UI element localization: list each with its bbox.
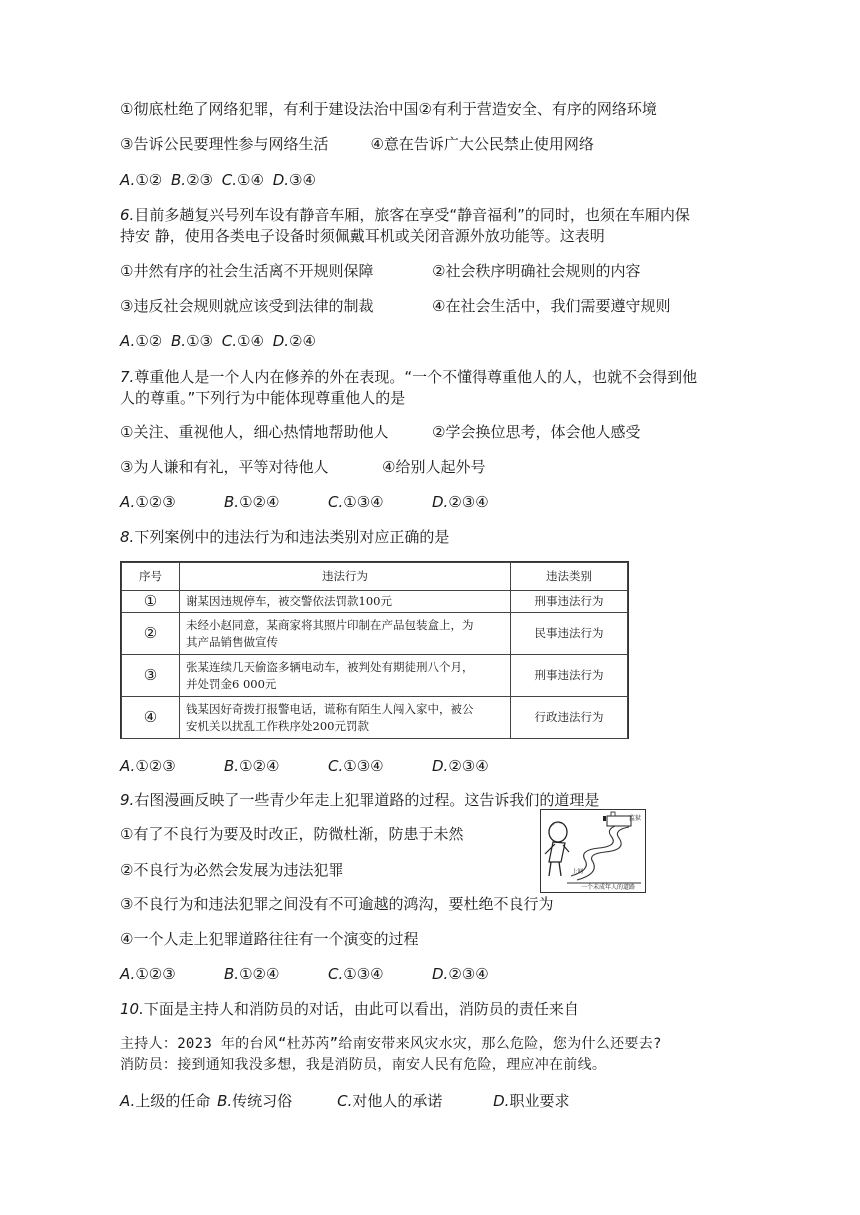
q10-dialog-firefighter: 消防员：接到通知我没多想，我是消防员，南安人民有危险，理应冲在前线。 [120,1057,607,1073]
table-cell-act: 谢某因违规停车，被交警依法罚款100元 [180,591,511,613]
q7-statements-row1 [120,422,640,442]
q6-statements-row1 [120,261,640,281]
q6-option-c[interactable]: C.①④ [221,332,264,350]
q7-stem-line2: 人的尊重。”下列行为中能体现尊重他人的是 [120,389,406,407]
q6-statement-1: ①井然有序的社会生活离不开规则保障 [120,262,374,280]
q10-stem: 10.下面是主持人和消防员的对话，由此可以看出，消防员的责任来自 [120,1000,579,1018]
table-cell-act: 未经小赵同意，某商家将其照片印制在产品包装盒上，为 其产品销售做宣传 [180,613,511,655]
q9-statement-1: ①有了不良行为要及时改正，防微杜渐，防患于未然 [120,825,464,843]
q7-option-c[interactable]: C.①③④ [328,493,384,511]
table-header-no: 序号 [122,563,180,591]
table-cell-no: ① [122,591,180,613]
q10-option-b[interactable]: B.传统习俗 [217,1092,293,1110]
table-cell-category: 刑事违法行为 [511,655,628,697]
table-header-act: 违法行为 [180,563,511,591]
q9-option-c[interactable]: C.①③④ [328,965,384,983]
q9-stem: 9.右图漫画反映了一些青少年走上犯罪道路的过程。这告诉我们的道理是 [120,791,600,809]
table-header-category: 违法类别 [511,563,628,591]
q9-option-a[interactable]: A.①②③ [120,965,176,983]
q6-statements-row2 [120,296,670,316]
q8-stem: 8.下列案例中的违法行为和违法类别对应正确的是 [120,528,450,546]
table-cell-act: 张某连续几天偷盗多辆电动车，被判处有期徒刑八个月， 并处罚金6 000元 [180,655,511,697]
table-cell-no: ② [122,613,180,655]
q10-option-d[interactable]: D.职业要求 [493,1092,570,1110]
q6-option-a[interactable]: A.①② [120,332,163,350]
q6-statement-4: ④在社会生活中，我们需要遵守规则 [432,297,671,315]
q8-option-c[interactable]: C.①③④ [328,757,384,775]
table-cell-category: 民事违法行为 [511,613,628,655]
q9-statement-3: ③不良行为和违法犯罪之间没有不可逾越的鸿沟，要杜绝不良行为 [120,895,554,913]
table-row [122,591,628,613]
q9-statement-4: ④一个人走上犯罪道路往往有一个演变的过程 [120,930,419,948]
q6-option-d[interactable]: D.②④ [272,332,316,350]
q9-statement-2: ②不良行为必然会发展为违法犯罪 [120,861,344,879]
q7-option-b[interactable]: B.①②④ [224,493,280,511]
table-cell-no: ③ [122,655,180,697]
q7-stem-line1: 7.尊重他人是一个人内在修养的外在表现。“一个不懂得尊重他人的人，也就不会得到他 [120,368,698,386]
q8-option-a[interactable]: A.①②③ [120,757,176,775]
q8-option-b[interactable]: B.①②④ [224,757,280,775]
q8-option-d[interactable]: D.②③④ [432,757,489,775]
q6-statement-2: ②社会秩序明确社会规则的内容 [432,262,641,280]
q6-options [120,331,316,351]
q5-statement-4: ④意在告诉广大公民禁止使用网络 [370,135,594,153]
q9-option-d[interactable]: D.②③④ [432,965,489,983]
q10-dialog-host: 主持人：2023 年的台风“杜苏芮”给南安带来风灾水灾，那么危险，您为什么还要去? [120,1036,662,1052]
table-row [122,655,628,697]
q7-statement-4: ④给别人起外号 [382,458,486,476]
table-row [122,697,628,739]
q10-option-a[interactable]: A.上级的任命 [120,1092,211,1110]
q8-options [120,756,489,776]
q9-options [120,964,489,984]
q6-stem-line2: 持安 静，使用各类电子设备时须佩戴耳机或关闭音源外放功能等。这表明 [120,227,605,245]
cartoon-start-label: 上网 [572,869,584,875]
q6-statement-3: ③违反社会规则就应该受到法律的制裁 [120,297,374,315]
cartoon-sign-label: 监狱 [629,815,642,822]
q5-option-a[interactable]: A.①② [120,171,163,189]
table-cell-act: 钱某因好奇拨打报警电话，谎称有陌生人闯入家中，被公 安机关以扰乱工作秩序处200元罚款 [180,697,511,739]
q7-statement-1: ①关注、重视他人，细心热情地帮助他人 [120,423,389,441]
q5-statement-line1: ①彻底杜绝了网络犯罪，有利于建设法治中国②有利于营造安全、有序的网络环境 [120,100,657,118]
table-cell-category: 刑事违法行为 [511,591,628,613]
q7-statements-row2 [120,457,485,477]
cartoon-caption: 一个未成年人的道路 [581,884,636,891]
q7-options [120,492,489,512]
q8-case-table [120,561,629,739]
q7-statement-3: ③为人谦和有礼，平等对待他人 [120,458,329,476]
table-cell-category: 行政违法行为 [511,697,628,739]
q6-option-b[interactable]: B.①③ [171,332,213,350]
q6-stem-line1: 6.目前多趟复兴号列车设有静音车厢，旅客在享受“静音福利”的同时，也须在车厢内保 [120,206,690,224]
q9-option-b[interactable]: B.①②④ [224,965,280,983]
q5-options [120,170,316,190]
table-cell-no: ④ [122,697,180,739]
q9-cartoon-image [540,809,646,893]
q7-statement-2: ②学会换位思考，体会他人感受 [432,423,641,441]
q5-statement-3: ③告诉公民要理性参与网络生活 [120,135,329,153]
q5-option-d[interactable]: D.③④ [272,171,316,189]
cartoon-drawing [541,810,644,891]
table-row [122,613,628,655]
q5-statement-line2 [120,134,594,154]
q5-option-b[interactable]: B.②③ [171,171,213,189]
table-header-row [122,563,628,591]
q7-option-d[interactable]: D.②③④ [432,493,489,511]
q10-options [120,1091,569,1111]
q5-option-c[interactable]: C.①④ [221,171,264,189]
q10-option-c[interactable]: C.对他人的承诺 [337,1092,443,1110]
q7-option-a[interactable]: A.①②③ [120,493,176,511]
